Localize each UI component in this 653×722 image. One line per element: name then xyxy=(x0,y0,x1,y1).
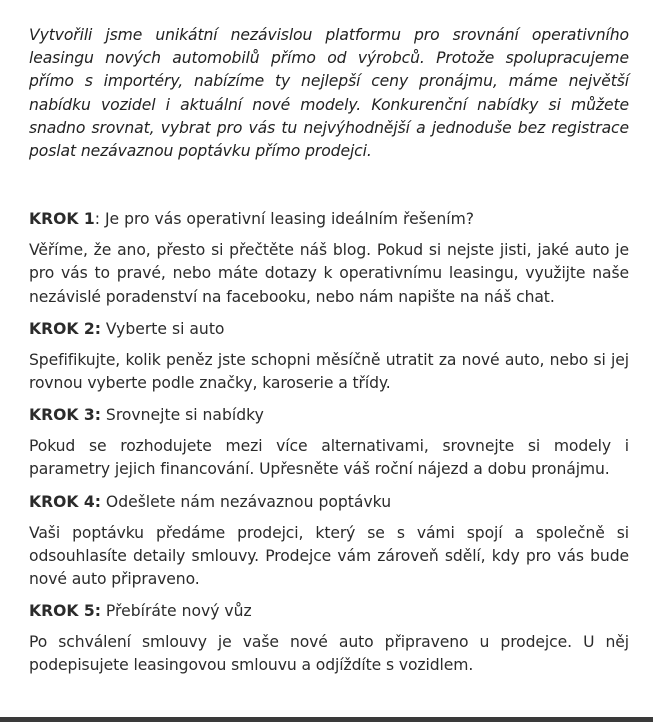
step-2 xyxy=(29,318,629,395)
step-5 xyxy=(29,600,629,677)
step-title: Srovnejte si nabídky xyxy=(105,406,264,425)
step-separator: : xyxy=(94,210,105,229)
step-body: Pokud se rozhodujete mezi více alternativami, srovnejte si modely i parametry jejich financování. Upřesněte váš roční nájezd a dobu pronájmu. xyxy=(29,437,629,479)
intro-paragraph: Vytvořili jsme unikátní nezávislou platformu pro srovnání operativního leasingu nových automobilů přímo od výrobců. Protože spolupracujeme přímo s importéry, nabízíme ty nejlepší ceny pronájmu, máme největší nabídku vozidel i aktuální nové modely. Konkurenční nabídky si můžete snadno srovnat, vybrat pro vás tu nejvýhodnější a jednoduše bez registrace poslat nezávaznou poptávku přímo prodejci. xyxy=(29,26,629,161)
step-heading xyxy=(29,491,629,513)
step-title: Je pro vás operativní leasing ideálním řešením? xyxy=(104,210,475,229)
content xyxy=(29,24,629,687)
step-heading xyxy=(29,404,629,426)
step-label: KROK 1 xyxy=(29,210,95,229)
step-label: KROK 2: xyxy=(29,319,101,338)
step-title: Odešlete nám nezávaznou poptávku xyxy=(105,492,392,511)
step-heading xyxy=(29,318,629,340)
step-body: Po schválení smlouvy je vaše nové auto připraveno u prodejce. U něj podepisujete leasingovou smlouvu a odjíždíte s vozidlem. xyxy=(29,633,629,675)
step-title: Přebíráte nový vůz xyxy=(105,602,252,621)
step-label: KROK 5: xyxy=(29,602,101,621)
step-1 xyxy=(29,208,629,309)
step-heading xyxy=(29,600,629,622)
step-title: Vyberte si auto xyxy=(105,319,225,338)
step-body: Vaši poptávku předáme prodejci, který se s vámi spojí a společně si odsouhlasíte detaily smlouvy. Prodejce vám zároveň sdělí, kdy pro vás bude nové auto připraveno. xyxy=(29,523,629,589)
bottom-edge-bar xyxy=(0,717,653,722)
steps-list xyxy=(29,208,629,677)
step-label: KROK 3: xyxy=(29,406,101,425)
step-heading xyxy=(29,208,629,230)
step-3 xyxy=(29,404,629,481)
step-label: KROK 4: xyxy=(29,492,101,511)
step-body: Spefifikujte, kolik peněz jste schopni měsíčně utratit za nové auto, nebo si jej rovnou vyberte podle značky, karoserie a třídy. xyxy=(29,350,629,393)
step-4 xyxy=(29,491,629,592)
step-body: Věříme, že ano, přesto si přečtěte náš blog. Pokud si nejste jisti, jaké auto je pro vás to pravé, nebo máte dotazy k operativnímu leasingu, využijte naše nezávislé poradenství na facebooku, nebo nám napište na náš chat. xyxy=(29,241,629,306)
